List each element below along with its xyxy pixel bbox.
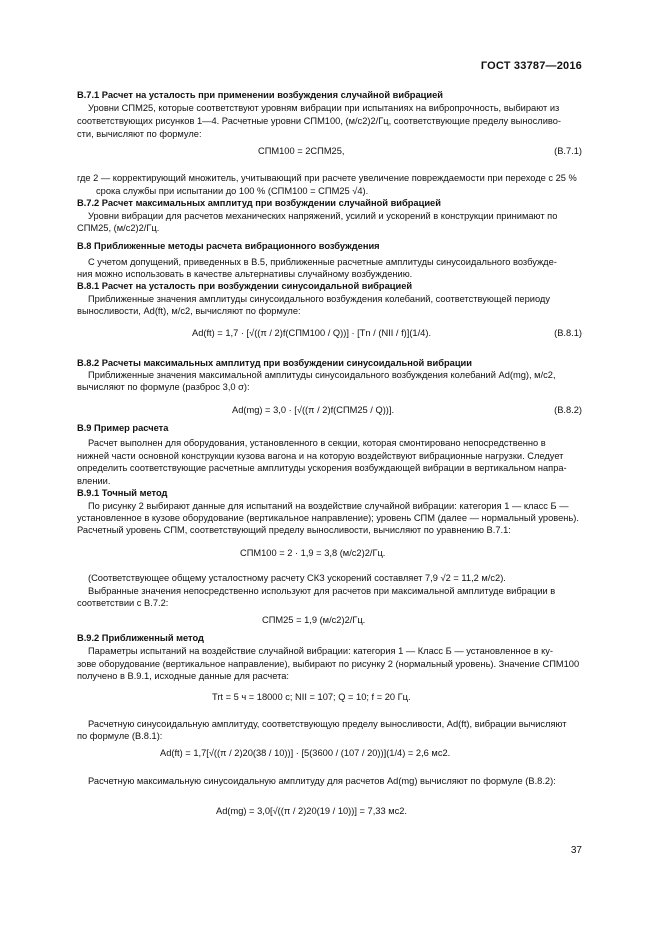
section-heading: В.9.2 Приближенный метод: [77, 633, 204, 643]
paragraph-line: СПМ25, (м/с2)2/Гц.: [77, 223, 160, 233]
paragraph-line: Приближенные значения амплитуды синусоидального возбуждения колебаний, соответствующей периоду: [88, 294, 550, 304]
paragraph-line: срока службы при испытании до 100 % (СПМ100 = СПМ25 √4).: [96, 186, 369, 196]
paragraph-line: соответствующих рисунков 1—4. Расчетные уровни СПМ100, (м/с2)2/Гц, соответствующие пределу выносливо-: [77, 116, 562, 126]
paragraph-line: По рисунку 2 выбирают данные для испытаний на воздействие случайной вибрации: категория 1 — класс Б —: [88, 501, 569, 511]
formula: СПМ100 = 2СПМ25,: [258, 146, 345, 156]
paragraph-line: Параметры испытаний на воздействие случайной вибрации: категория 1 — Класс Б — установленное в ку-: [88, 646, 553, 656]
section-heading: В.8.1 Расчет на усталость при возбуждении синусоидальной вибрацией: [77, 281, 413, 291]
paragraph-line: Уровни СПМ25, которые соответствуют уровням вибрации при испытаниях на вибропрочность, выбирают из: [88, 103, 560, 113]
formula: Ad(ft) = 1,7[√((π / 2)20(38 / 10))] · [5(3600 / (107 / 20))](1/4) = 2,6 мс2.: [160, 748, 451, 758]
section-heading: В.9 Пример расчета: [77, 423, 169, 433]
section-heading: В.8.2 Расчеты максимальных амплитуд при возбуждении синусоидальной вибрации: [77, 358, 472, 368]
formula: Ad(ft) = 1,7 · [√((π / 2)f(СПМ100 / Q))] · [Tn / (NII / f)](1/4).: [192, 328, 432, 338]
formula: СПМ25 = 1,9 (м/с2)2/Гц.: [262, 615, 366, 625]
formula: СПМ100 = 2 · 1,9 = 3,8 (м/с2)2/Гц.: [240, 548, 386, 558]
section-heading: В.7.1 Расчет на усталость при применении возбуждения случайной вибрацией: [77, 90, 443, 100]
paragraph-line: нижней части основной конструкции кузова вагона и на которую воздействуют вибрационные нагрузки. Следует: [77, 451, 564, 461]
paragraph-line: Приближенные значения максимальной амплитуды синусоидального возбуждения колебаний Ad(mg), м/с2,: [88, 370, 556, 380]
section-heading: В.7.2 Расчет максимальных амплитуд при возбуждении случайной вибрацией: [77, 198, 441, 208]
paragraph-line: С учетом допущений, приведенных в В.5, приближенные расчетные амплитуды синусоидального возбужде-: [88, 257, 557, 267]
paragraph-line: Расчет выполнен для оборудования, установленного в секции, которая смонтировано непосредственно в: [88, 438, 546, 448]
standard-header: ГОСТ 33787—2016: [480, 60, 582, 72]
formula-number: (В.8.1): [554, 328, 582, 338]
formula: Ad(mg) = 3,0[√((π / 2)20(19 / 10))] = 7,33 мс2.: [216, 806, 408, 816]
page-number: 37: [570, 845, 582, 856]
paragraph-line: вычисляют по формуле (разброс 3,0 σ):: [77, 382, 250, 392]
paragraph-line: Расчетный уровень СПМ, соответствующий пределу выносливости, вычисляют по уравнению В.7.1:: [77, 525, 511, 535]
paragraph-line: Уровни вибрации для расчетов механических напряжений, усилий и ускорений в конструкции принимают по: [88, 211, 558, 221]
paragraph-line: Выбранные значения непосредственно используют для расчетов при максимальной амплитуде вибрации в: [88, 586, 556, 596]
paragraph-line: соответствии с В.7.2:: [77, 598, 169, 608]
paragraph-line: где 2 — корректирующий множитель, учитывающий при расчете увеличение повреждаемости при переходе с 25 %: [77, 173, 577, 183]
section-heading: В.8 Приближенные методы расчета вибрационного возбуждения: [77, 241, 380, 251]
paragraph-line: (Соответствующее общему усталостному расчету СКЗ ускорений составляет 7,9 √2 = 11,2 м/с2).: [88, 573, 506, 583]
paragraph-line: определить соответствующие расчетные амплитуды ускорения возбуждающей вибрации в вертикальном напра-: [77, 463, 567, 473]
paragraph-line: Расчетную синусоидальную амплитуду, соответствующую пределу выносливости, Ad(ft), вибрации вычисляют: [88, 719, 567, 729]
formula-number: (В.7.1): [554, 146, 582, 156]
paragraph-line: выносливости, Ad(ft), м/с2, вычисляют по формуле:: [77, 306, 301, 316]
paragraph-line: зове оборудование (вертикальное направление), выбирают по рисунку 2 (нормальный уровень). Значение СПМ100: [77, 659, 580, 669]
paragraph-line: Расчетную максимальную синусоидальную амплитуду для расчетов Ad(mg) вычисляют по формуле (В.8.2):: [88, 776, 556, 786]
paragraph-line: получено в В.9.1, исходные данные для расчета:: [77, 671, 289, 681]
formula-number: (В.8.2): [554, 405, 582, 415]
paragraph-line: влении.: [77, 476, 111, 486]
formula: Trt = 5 ч = 18000 с; NII = 107; Q = 10; f = 20 Гц.: [212, 692, 411, 702]
paragraph-line: ния можно использовать в качестве альтернативы случайному возбуждению.: [77, 269, 413, 279]
formula: Ad(mg) = 3,0 · [√((π / 2)f(СПМ25 / Q))].: [232, 405, 395, 415]
paragraph-line: установленное в кузове оборудование (вертикальное направление); уровень СПМ (далее — нормальный уровень).: [77, 513, 579, 523]
paragraph-line: по формуле (В.8.1):: [77, 731, 163, 741]
paragraph-line: сти, вычисляют по формуле:: [77, 129, 202, 139]
section-heading: В.9.1 Точный метод: [77, 488, 168, 498]
